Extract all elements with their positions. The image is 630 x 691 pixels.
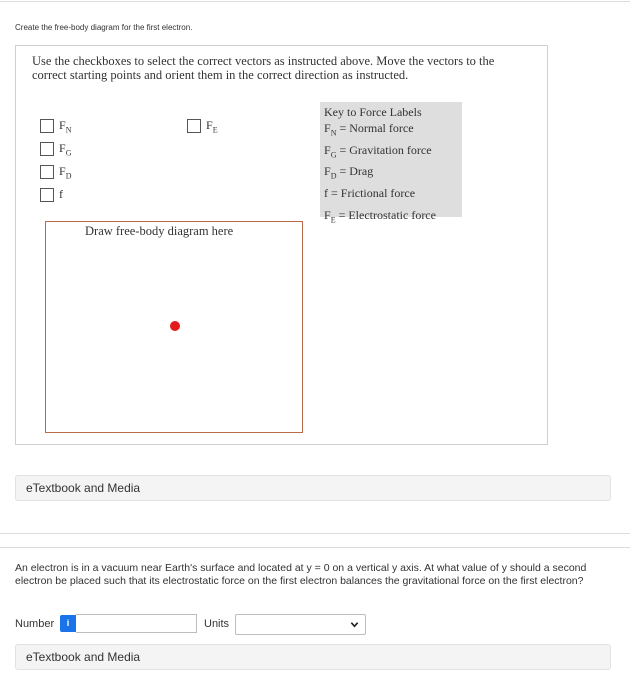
electron-dot	[170, 321, 180, 331]
checkbox-box[interactable]	[40, 165, 54, 179]
drawing-canvas-label: Draw free-body diagram here	[85, 224, 234, 238]
checkbox-label: $F_N$	[59, 118, 72, 135]
key-row: $F_N$ = Normal force	[324, 121, 414, 138]
number-label: Number	[15, 618, 55, 630]
free-body-panel	[15, 45, 548, 445]
chevron-down-icon	[350, 620, 359, 629]
force-label-key	[320, 102, 462, 224]
key-row: $F_D$ = Drag	[324, 164, 374, 181]
key-row: $F_E$ = Electrostatic force	[324, 207, 436, 224]
instruction-text: Create the free-body diagram for the first electron.	[15, 23, 193, 32]
section-divider	[0, 547, 630, 548]
units-label: Units	[204, 618, 230, 630]
drawing-canvas[interactable]	[45, 221, 303, 433]
checkbox-fe[interactable]	[187, 118, 218, 134]
panel-instructions: Use the checkboxes to select the correct vectors as instructed above. Move the vectors to the correct starting points and orient them in the correct direction as instructed.	[32, 54, 495, 82]
number-input[interactable]	[76, 614, 197, 633]
checkbox-f[interactable]	[40, 187, 63, 203]
checkbox-label: $F_D$	[59, 164, 72, 181]
units-select[interactable]	[235, 614, 366, 635]
checkbox-box[interactable]	[40, 142, 54, 156]
key-row: f = Frictional force	[324, 185, 416, 200]
key-row: $F_G$ = Gravitation force	[324, 142, 432, 160]
checkbox-box[interactable]	[40, 119, 54, 133]
checkbox-fn[interactable]	[40, 118, 71, 134]
question-text: An electron is in a vacuum near Earth's surface and located at y = 0 on a vertical y axis. At what value of y should a second electron be placed such that its electrostatic force on the first electron balances the gravitational force on the first electron?	[15, 562, 587, 587]
top-divider	[0, 1, 630, 2]
key-title: Key to Force Labels	[324, 105, 422, 119]
checkbox-box[interactable]	[187, 119, 201, 133]
etextbook-media-button[interactable]: eTextbook and Media	[15, 475, 611, 501]
checkbox-fd[interactable]	[40, 164, 71, 180]
checkbox-label: $F_E$	[206, 118, 218, 135]
checkbox-fg[interactable]	[40, 141, 71, 157]
section-divider	[0, 533, 630, 534]
checkbox-box[interactable]	[40, 188, 54, 202]
checkbox-label: f	[59, 187, 63, 201]
checkbox-label: $F_G$	[59, 141, 72, 158]
etextbook-media-button[interactable]: eTextbook and Media	[15, 644, 611, 670]
info-icon[interactable]: i	[60, 615, 76, 632]
